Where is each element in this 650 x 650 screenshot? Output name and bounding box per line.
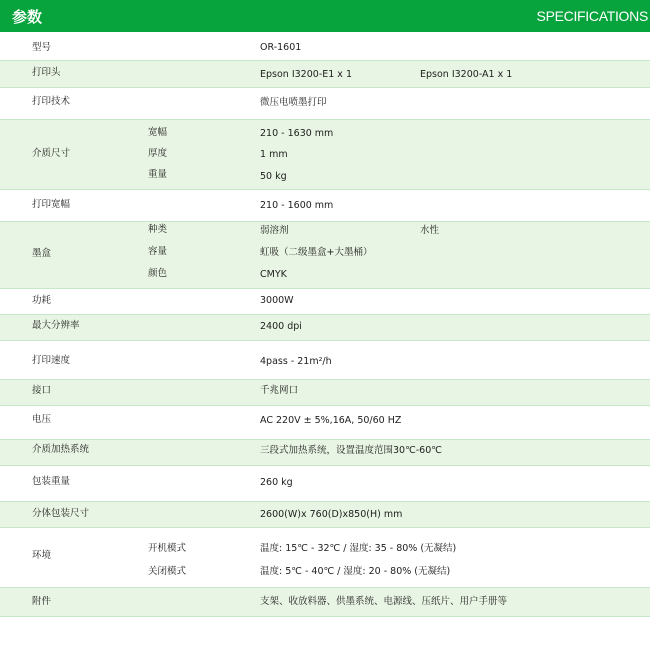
media-width-label: 宽幅 xyxy=(148,127,168,138)
ink-capacity-label: 容量 xyxy=(148,246,168,257)
row-ink xyxy=(0,222,650,289)
row-power xyxy=(0,289,650,315)
row-environment xyxy=(0,528,650,588)
row-interface xyxy=(0,380,650,406)
environment-off-label: 关闭模式 xyxy=(148,566,187,577)
row-print-width xyxy=(0,190,650,222)
printhead-label: 打印头 xyxy=(32,67,61,78)
row-package-size xyxy=(0,502,650,528)
model-label: 型号 xyxy=(32,42,52,53)
accessories-value: 支架、收放料器、供墨系统、电源线、压纸片、用户手册等 xyxy=(260,596,508,607)
printhead-value-2: Epson I3200-A1 x 1 xyxy=(420,69,513,80)
header-bar xyxy=(0,0,650,32)
row-heating xyxy=(0,440,650,466)
row-package-weight xyxy=(0,466,650,502)
media-weight-label: 重量 xyxy=(148,169,168,180)
ink-capacity-value: 虹吸（二级墨盒+大墨桶） xyxy=(260,247,373,258)
print-width-value: 210 - 1600 mm xyxy=(260,200,334,211)
model-value: OR-1601 xyxy=(260,42,302,53)
interface-label: 接口 xyxy=(32,385,52,396)
ink-color-label: 颜色 xyxy=(148,268,168,279)
environment-on-label: 开机模式 xyxy=(148,543,187,554)
row-model xyxy=(0,33,650,61)
ink-color-value: CMYK xyxy=(260,269,287,280)
header-title-en: SPECIFICATIONS xyxy=(536,8,648,24)
voltage-value: AC 220V ± 5%,16A, 50/60 HZ xyxy=(260,415,402,426)
accessories-label: 附件 xyxy=(32,596,52,607)
speed-label: 打印速度 xyxy=(32,355,71,366)
media-weight-value: 50 kg xyxy=(260,171,287,182)
environment-on-value: 温度: 15℃ - 32℃ / 湿度: 35 - 80% (无凝结) xyxy=(260,543,457,554)
voltage-label: 电压 xyxy=(32,414,52,425)
row-resolution xyxy=(0,315,650,341)
print-width-label: 打印宽幅 xyxy=(32,199,71,210)
tech-value: 微压电喷墨打印 xyxy=(260,97,327,108)
ink-type-value-1: 弱溶剂 xyxy=(260,225,289,236)
package-weight-value: 260 kg xyxy=(260,477,293,488)
row-accessories xyxy=(0,588,650,617)
ink-type-value-2: 水性 xyxy=(420,225,440,236)
row-printhead xyxy=(0,61,650,88)
ink-label: 墨盒 xyxy=(32,248,52,259)
environment-label: 环境 xyxy=(32,550,52,561)
resolution-value: 2400 dpi xyxy=(260,321,302,332)
heating-label: 介质加热系统 xyxy=(32,444,90,455)
tech-label: 打印技术 xyxy=(32,96,71,107)
printhead-value-1: Epson I3200-E1 x 1 xyxy=(260,69,352,80)
row-media-size xyxy=(0,120,650,190)
environment-off-value: 温度: 5℃ - 40℃ / 湿度: 20 - 80% (无凝结) xyxy=(260,566,451,577)
resolution-label: 最大分辨率 xyxy=(32,320,80,331)
ink-type-label: 种类 xyxy=(148,224,168,235)
media-thickness-value: 1 mm xyxy=(260,149,288,160)
media-thickness-label: 厚度 xyxy=(148,148,168,159)
media-label: 介质尺寸 xyxy=(32,148,71,159)
speed-value: 4pass - 21m²/h xyxy=(260,356,332,367)
heating-value: 三段式加热系统，设置温度范围30℃-60℃ xyxy=(260,445,442,456)
header-title-cn: 参数 xyxy=(12,8,43,26)
package-weight-label: 包装重量 xyxy=(32,476,71,487)
power-label: 功耗 xyxy=(32,295,52,306)
package-size-label: 分体包装尺寸 xyxy=(32,508,90,519)
media-width-value: 210 - 1630 mm xyxy=(260,128,334,139)
row-speed xyxy=(0,341,650,380)
power-value: 3000W xyxy=(260,295,294,306)
row-tech xyxy=(0,88,650,120)
row-voltage xyxy=(0,406,650,440)
package-size-value: 2600(W)x 760(D)x850(H) mm xyxy=(260,509,403,520)
interface-value: 千兆网口 xyxy=(260,385,299,396)
